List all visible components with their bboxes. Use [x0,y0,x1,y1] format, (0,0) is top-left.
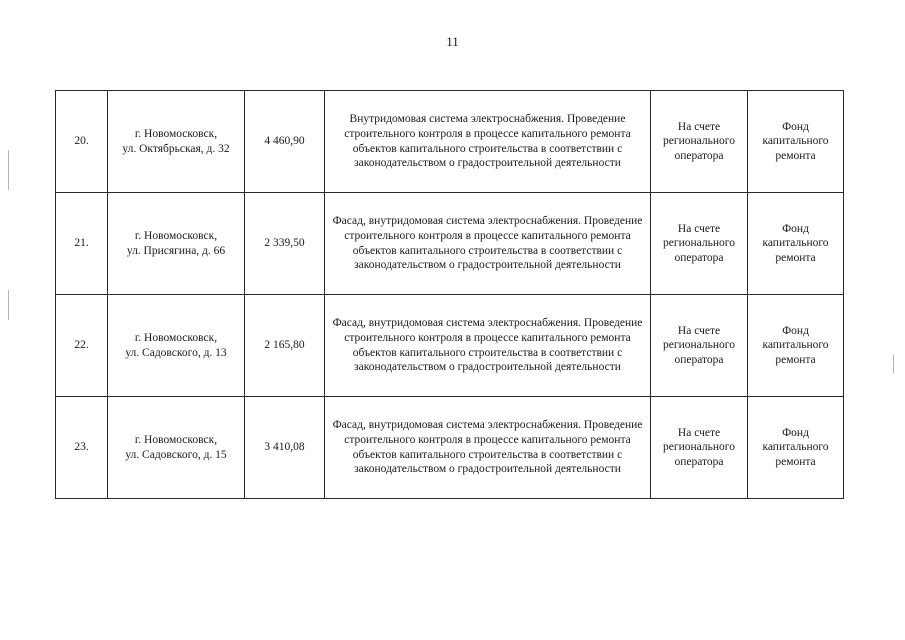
funding-source-cell [748,91,844,193]
address-street: ул. Октябрьская, д. 32 [122,142,230,155]
address-cell [108,193,245,295]
account-cell [651,193,748,295]
funding-line: ремонта [775,251,816,264]
funding-source-cell [748,397,844,499]
work-description-cell: Фасад, внутридомовая система электроснабжения. Проведение строительного контроля в процессе капитального ремонта объектов капитального строительства в соответствии с законодательством о градостроительной деятельности [325,193,651,295]
funding-line: капитального [762,339,829,352]
funding-line: Фонд [782,120,809,133]
account-line: На счете [677,324,721,337]
address-street: ул. Садовского, д. 15 [125,448,227,461]
account-line: оператора [674,251,724,264]
row-number-cell: 23. [56,397,108,499]
scan-artifact-left [8,150,9,190]
table-row [56,91,844,193]
funding-line: Фонд [782,222,809,235]
row-number-cell: 21. [56,193,108,295]
table-row [56,193,844,295]
address-cell [108,295,245,397]
account-cell [651,295,748,397]
repair-works-table [55,90,844,499]
work-description-cell: Фасад, внутридомовая система электроснабжения. Проведение строительного контроля в процессе капитального ремонта объектов капитального строительства в соответствии с законодательством о градостроительной деятельности [325,295,651,397]
account-line: оператора [674,455,724,468]
page-number: 11 [446,34,459,49]
funding-line: капитального [762,441,829,454]
account-line: регионального [663,339,735,352]
funding-line: Фонд [782,426,809,439]
funding-line: ремонта [775,455,816,468]
account-line: регионального [663,237,735,250]
work-description-cell: Внутридомовая система электроснабжения. Проведение строительного контроля в процессе капитального ремонта объектов капитального строительства в соответствии с законодательством о градостроительной деятельности [325,91,651,193]
address-street: ул. Садовского, д. 13 [125,346,227,359]
funding-source-cell [748,295,844,397]
work-description-cell: Фасад, внутридомовая система электроснабжения. Проведение строительного контроля в процессе капитального ремонта объектов капитального строительства в соответствии с законодательством о градостроительной деятельности [325,397,651,499]
cost-cell: 2 339,50 [245,193,325,295]
funding-line: ремонта [775,149,816,162]
address-city: г. Новомосковск, [134,229,218,242]
account-line: На счете [677,426,721,439]
funding-line: ремонта [775,353,816,366]
address-city: г. Новомосковск, [134,127,218,140]
account-cell [651,397,748,499]
address-cell [108,91,245,193]
account-line: регионального [663,135,735,148]
table-row [56,295,844,397]
account-cell [651,91,748,193]
row-number-cell: 20. [56,91,108,193]
row-number-cell: 22. [56,295,108,397]
address-city: г. Новомосковск, [134,433,218,446]
account-line: оператора [674,149,724,162]
account-line: регионального [663,441,735,454]
address-city: г. Новомосковск, [134,331,218,344]
address-street: ул. Присягина, д. 66 [126,244,226,257]
account-line: На счете [677,120,721,133]
cost-cell: 3 410,08 [245,397,325,499]
address-cell [108,397,245,499]
funding-source-cell [748,193,844,295]
funding-line: капитального [762,135,829,148]
cost-cell: 2 165,80 [245,295,325,397]
scan-artifact-left [8,290,9,320]
funding-line: капитального [762,237,829,250]
scan-artifact-right [893,355,894,373]
table-row [56,397,844,499]
funding-line: Фонд [782,324,809,337]
account-line: На счете [677,222,721,235]
account-line: оператора [674,353,724,366]
cost-cell: 4 460,90 [245,91,325,193]
